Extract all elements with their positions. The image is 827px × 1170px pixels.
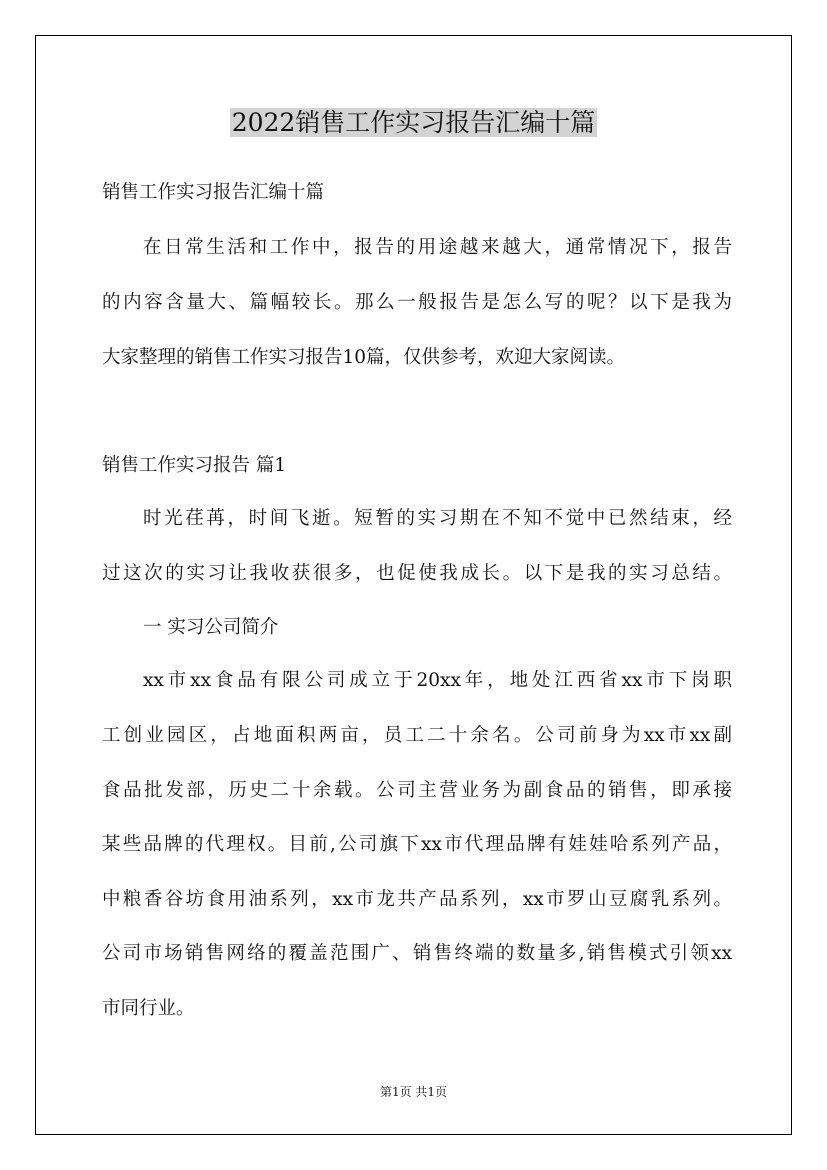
page-footer: 第1页 共1页 [379,1085,448,1099]
intro-line-1: 在日常生活和工作中，报告的用途越来越大，通常情况下，报告 [143,237,732,258]
document-title-text: 2022销售工作实习报告汇编十篇 [231,108,596,137]
section-heading: 销售工作实习报告 篇1 [102,455,287,476]
document-title [0,103,827,143]
document-subtitle: 销售工作实习报告汇编十篇 [102,182,325,203]
intro-line-3: 大家整理的销售工作实习报告10篇，仅供参考，欢迎大家阅读。 [102,347,626,368]
subsection-heading: 一 实习公司简介 [143,617,279,638]
intro-line-2: 的内容含量大、篇幅较长。那么一般报告是怎么写的呢？以下是我为 [102,292,732,313]
company-paragraph-line-4: 某些品牌的代理权。目前,公司旗下xx市代理品牌有娃娃哈系列产品， [102,834,732,855]
company-paragraph-line-7: 市同行业。 [102,998,195,1019]
company-paragraph-line-6: 公司市场销售网络的覆盖范围广、销售终端的数量多,销售模式引领xx [102,943,732,964]
company-paragraph-line-5: 中粮香谷坊食用油系列，xx市龙共产品系列，xx市罗山豆腐乳系列。 [102,889,732,910]
section-paragraph-line-1: 时光荏苒，时间飞逝。短暂的实习期在不知不觉中已然结束，经 [143,508,732,529]
company-paragraph-line-1: xx市xx食品有限公司成立于20xx年，地处江西省xx市下岗职 [143,670,732,691]
company-paragraph-line-3: 食品批发部，历史二十余载。公司主营业务为副食品的销售，即承接 [102,780,732,801]
section-paragraph-line-2: 过这次的实习让我收获很多，也促使我成长。以下是我的实习总结。 [102,563,732,584]
company-paragraph-line-2: 工创业园区，占地面积两亩，员工二十余名。公司前身为xx市xx副 [102,725,732,746]
